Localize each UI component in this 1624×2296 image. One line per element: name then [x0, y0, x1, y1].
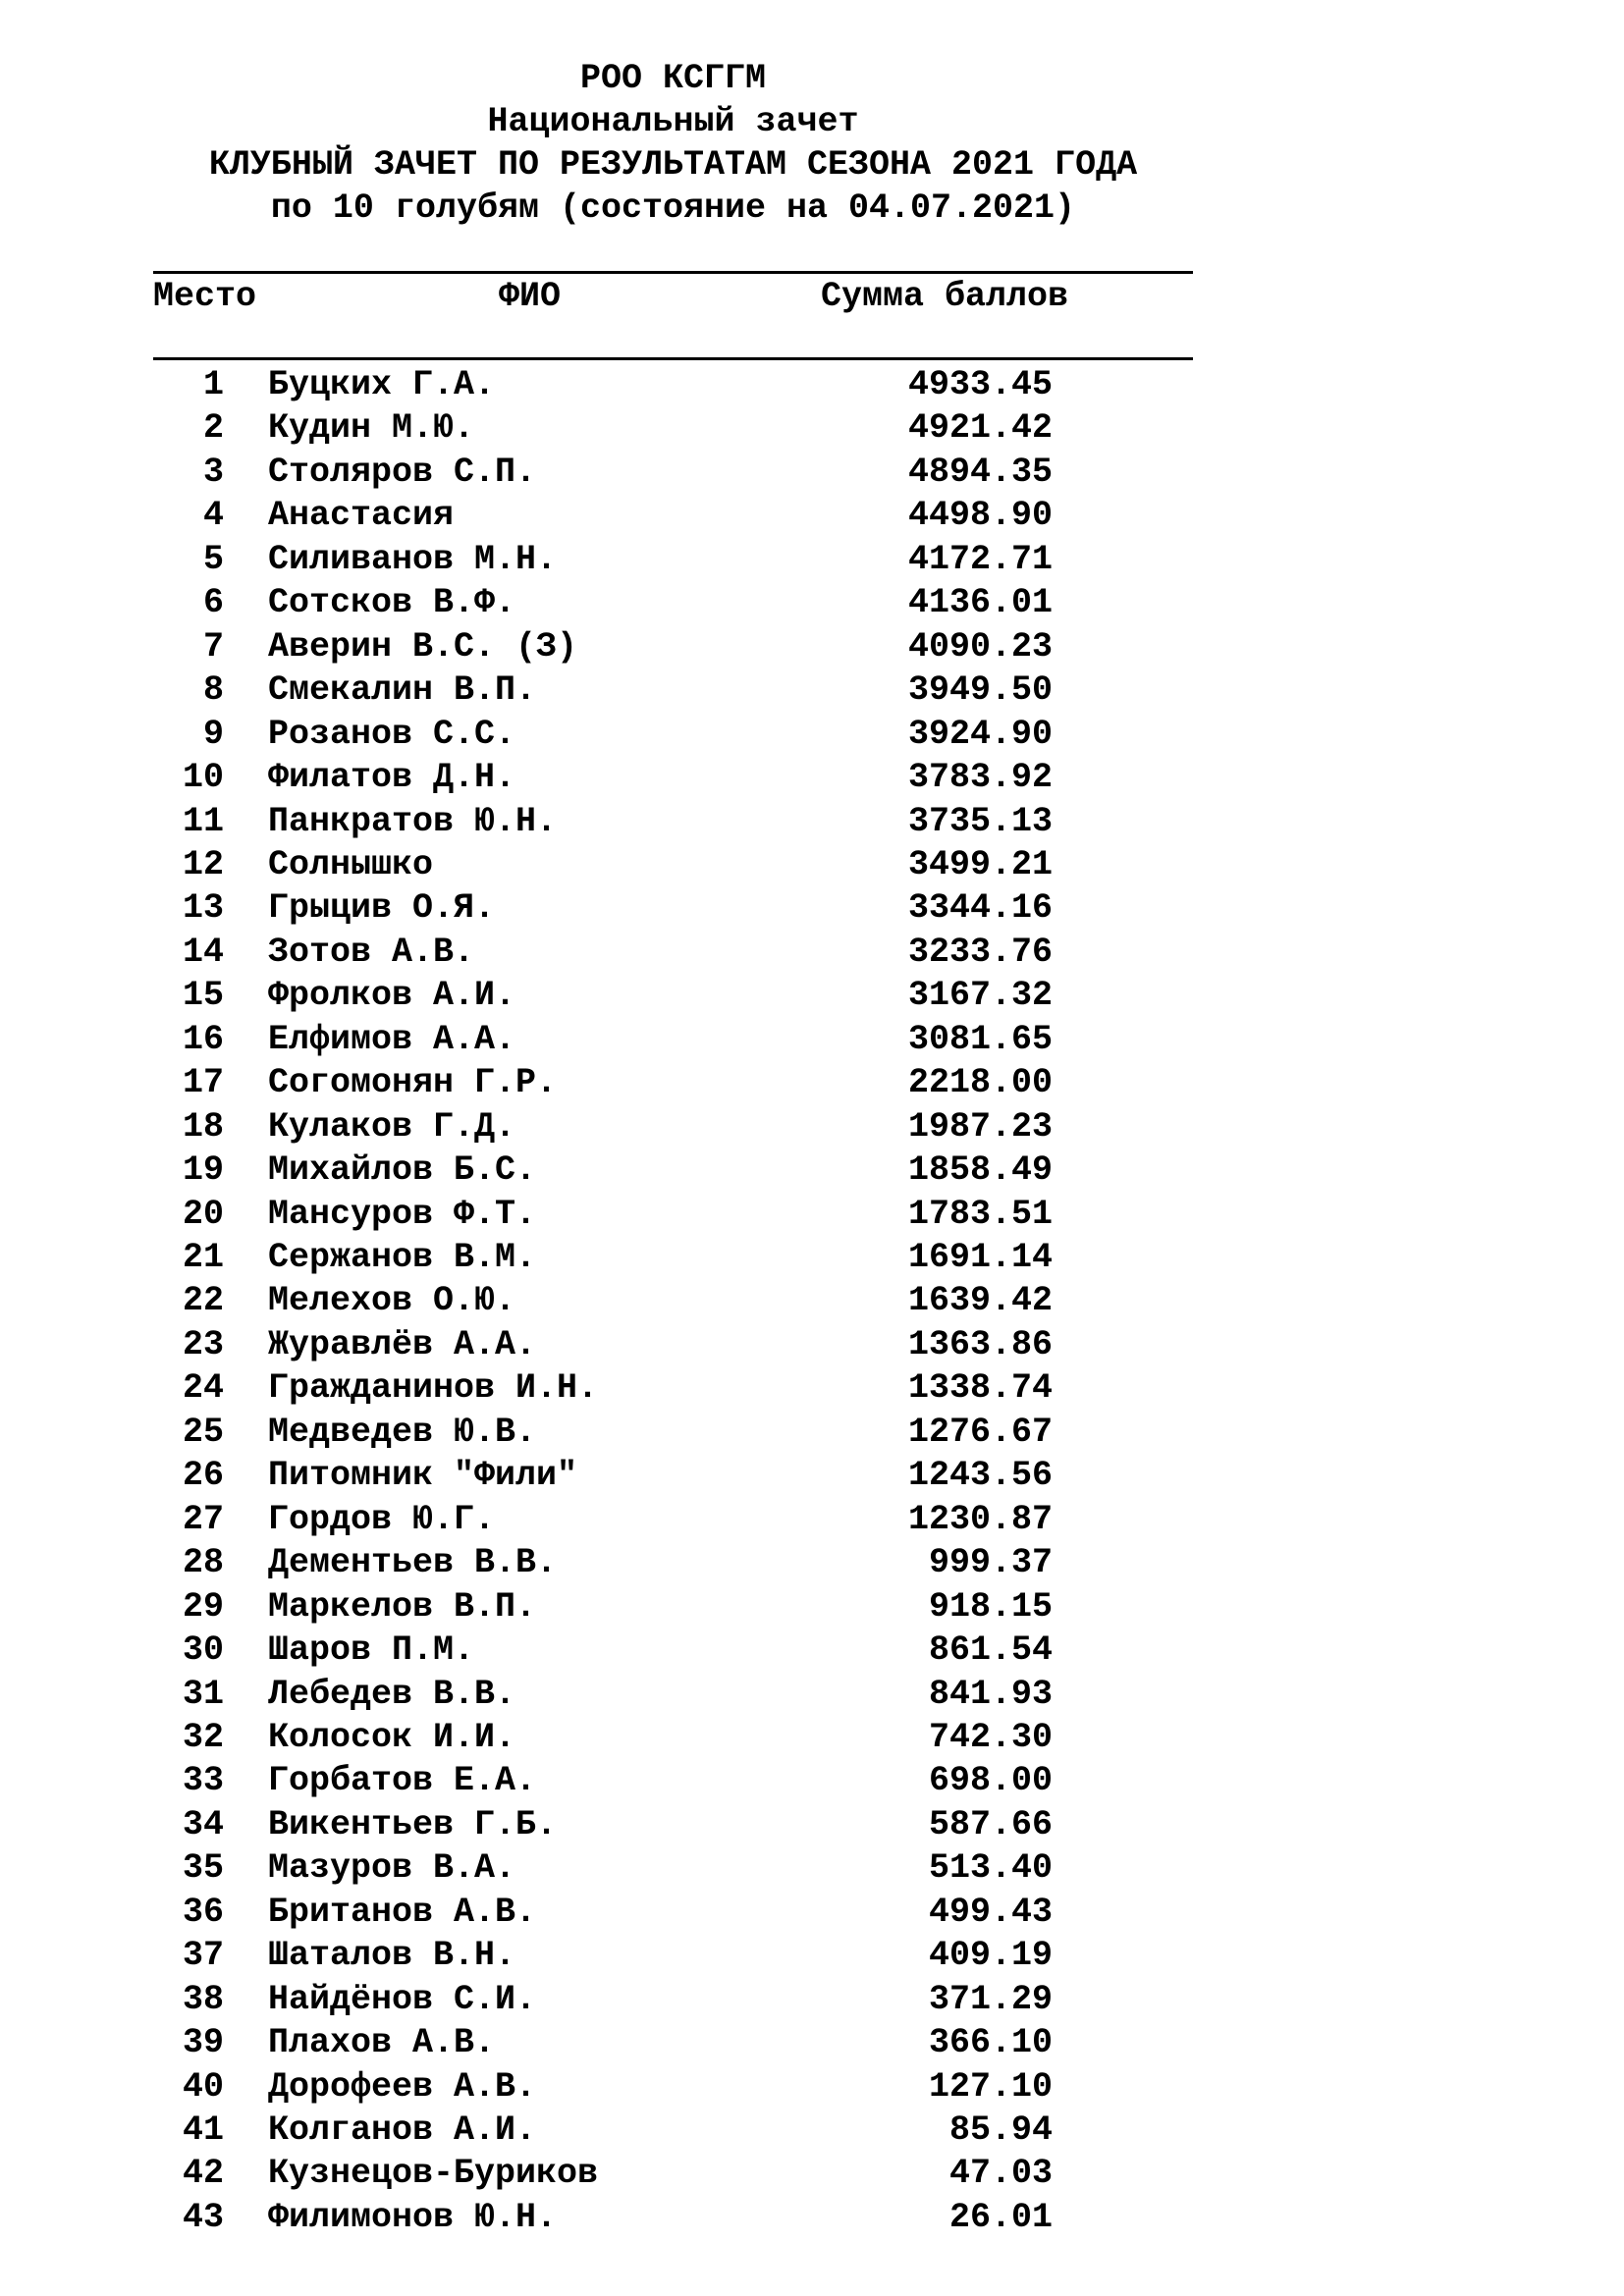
- row-place: 20: [182, 1195, 224, 1234]
- row-score: 1276.67: [907, 1413, 1053, 1452]
- row-place: 22: [182, 1281, 224, 1320]
- document-title: КЛУБНЫЙ ЗАЧЕТ ПО РЕЗУЛЬТАТАМ СЕЗОНА 2021 ГОДА: [208, 145, 1138, 185]
- row-name: Анастасия: [268, 496, 455, 535]
- row-name: Мансуров Ф.Т.: [268, 1195, 537, 1234]
- row-name: Столяров С.П.: [268, 453, 537, 492]
- row-name: Смекалин В.П.: [268, 670, 537, 710]
- row-score: 1230.87: [907, 1500, 1053, 1539]
- row-place: 8: [202, 670, 224, 710]
- row-score: 1783.51: [907, 1195, 1053, 1234]
- row-place: 18: [182, 1107, 224, 1147]
- row-score: 841.93: [928, 1675, 1053, 1714]
- row-place: 5: [202, 540, 224, 579]
- row-place: 33: [182, 1761, 224, 1800]
- row-place: 30: [182, 1630, 224, 1670]
- row-name: Кузнецов-Буриков: [268, 2154, 599, 2193]
- row-name: Маркелов В.П.: [268, 1587, 537, 1627]
- row-score: 1639.42: [907, 1281, 1053, 1320]
- row-name: Силиванов М.Н.: [268, 540, 558, 579]
- header-top-rule: [153, 271, 1193, 274]
- row-name: Плахов А.В.: [268, 2023, 496, 2062]
- row-score: 409.19: [928, 1936, 1053, 1975]
- row-place: 3: [202, 453, 224, 492]
- row-score: 4172.71: [907, 540, 1053, 579]
- org-name: РОО КСГГМ: [579, 59, 767, 98]
- row-name: Сотсков В.Ф.: [268, 583, 516, 622]
- row-name: Викентьев Г.Б.: [268, 1805, 558, 1844]
- row-score: 1363.86: [907, 1325, 1053, 1364]
- row-place: 39: [182, 2023, 224, 2062]
- row-name: Аверин В.С. (З): [268, 627, 578, 667]
- row-name: Михайлов Б.С.: [268, 1150, 537, 1190]
- row-place: 10: [182, 758, 224, 797]
- row-place: 32: [182, 1718, 224, 1757]
- row-score: 3924.90: [907, 715, 1053, 754]
- row-place: 35: [182, 1848, 224, 1888]
- row-name: Колосок И.И.: [268, 1718, 516, 1757]
- row-place: 15: [182, 976, 224, 1015]
- row-name: Панкратов Ю.Н.: [268, 802, 558, 841]
- row-place: 19: [182, 1150, 224, 1190]
- row-name: Кулаков Г.Д.: [268, 1107, 516, 1147]
- row-place: 6: [202, 583, 224, 622]
- row-name: Лебедев В.В.: [268, 1675, 516, 1714]
- row-place: 1: [202, 365, 224, 404]
- row-score: 3783.92: [907, 758, 1053, 797]
- row-score: 4090.23: [907, 627, 1053, 667]
- row-name: Фролков А.И.: [268, 976, 516, 1015]
- row-score: 4498.90: [907, 496, 1053, 535]
- row-score: 1338.74: [907, 1368, 1053, 1408]
- row-name: Шаров П.М.: [268, 1630, 475, 1670]
- row-name: Гордов Ю.Г.: [268, 1500, 496, 1539]
- row-place: 4: [202, 496, 224, 535]
- row-name: Журавлёв А.А.: [268, 1325, 537, 1364]
- row-name: Дементьев В.В.: [268, 1543, 558, 1582]
- row-score: 698.00: [928, 1761, 1053, 1800]
- row-place: 31: [182, 1675, 224, 1714]
- row-score: 587.66: [928, 1805, 1053, 1844]
- row-name: Грыцив О.Я.: [268, 888, 496, 928]
- row-score: 85.94: [948, 2110, 1053, 2150]
- row-place: 9: [202, 715, 224, 754]
- row-name: Питомник "Фили": [268, 1456, 578, 1495]
- row-place: 23: [182, 1325, 224, 1364]
- row-name: Медведев Ю.В.: [268, 1413, 537, 1452]
- row-score: 1987.23: [907, 1107, 1053, 1147]
- row-score: 3949.50: [907, 670, 1053, 710]
- row-score: 3735.13: [907, 802, 1053, 841]
- row-place: 17: [182, 1063, 224, 1102]
- row-place: 7: [202, 627, 224, 667]
- row-name: Розанов С.С.: [268, 715, 516, 754]
- row-score: 4933.45: [907, 365, 1053, 404]
- row-place: 27: [182, 1500, 224, 1539]
- row-score: 2218.00: [907, 1063, 1053, 1102]
- row-score: 4921.42: [907, 408, 1053, 448]
- row-place: 42: [182, 2154, 224, 2193]
- row-place: 38: [182, 1980, 224, 2019]
- row-score: 4136.01: [907, 583, 1053, 622]
- row-place: 41: [182, 2110, 224, 2150]
- row-score: 371.29: [928, 1980, 1053, 2019]
- row-name: Сержанов В.М.: [268, 1238, 537, 1277]
- row-place: 13: [182, 888, 224, 928]
- row-score: 3344.16: [907, 888, 1053, 928]
- row-place: 29: [182, 1587, 224, 1627]
- row-place: 34: [182, 1805, 224, 1844]
- row-name: Мазуров В.А.: [268, 1848, 516, 1888]
- row-score: 4894.35: [907, 453, 1053, 492]
- row-score: 999.37: [928, 1543, 1053, 1582]
- row-place: 16: [182, 1020, 224, 1059]
- row-place: 25: [182, 1413, 224, 1452]
- row-place: 43: [182, 2198, 224, 2237]
- row-score: 1691.14: [907, 1238, 1053, 1277]
- row-score: 3233.76: [907, 933, 1053, 972]
- row-score: 47.03: [948, 2154, 1053, 2193]
- column-header-score: Сумма баллов: [821, 277, 1069, 316]
- column-header-place: Место: [153, 277, 257, 316]
- row-place: 21: [182, 1238, 224, 1277]
- row-name: Найдёнов С.И.: [268, 1980, 537, 2019]
- row-score: 499.43: [928, 1893, 1053, 1932]
- row-score: 366.10: [928, 2023, 1053, 2062]
- row-place: 26: [182, 1456, 224, 1495]
- row-name: Мелехов О.Ю.: [268, 1281, 516, 1320]
- row-name: Филимонов Ю.Н.: [268, 2198, 558, 2237]
- row-name: Зотов А.В.: [268, 933, 475, 972]
- row-name: Филатов Д.Н.: [268, 758, 516, 797]
- row-score: 1858.49: [907, 1150, 1053, 1190]
- row-place: 11: [182, 802, 224, 841]
- row-place: 36: [182, 1893, 224, 1932]
- row-name: Елфимов А.А.: [268, 1020, 516, 1059]
- row-name: Горбатов Е.А.: [268, 1761, 537, 1800]
- row-name: Буцких Г.А.: [268, 365, 496, 404]
- row-score: 127.10: [928, 2067, 1053, 2107]
- row-score: 3499.21: [907, 845, 1053, 884]
- document-subtitle: по 10 голубям (состояние на 04.07.2021): [270, 188, 1076, 228]
- row-score: 918.15: [928, 1587, 1053, 1627]
- row-score: 26.01: [948, 2198, 1053, 2237]
- row-name: Шаталов В.Н.: [268, 1936, 516, 1975]
- row-name: Британов А.В.: [268, 1893, 537, 1932]
- row-name: Колганов А.И.: [268, 2110, 537, 2150]
- row-name: Дорофеев А.В.: [268, 2067, 537, 2107]
- row-score: 861.54: [928, 1630, 1053, 1670]
- row-score: 1243.56: [907, 1456, 1053, 1495]
- row-place: 14: [182, 933, 224, 972]
- row-name: Кудин М.Ю.: [268, 408, 475, 448]
- header-bottom-rule: [153, 357, 1193, 360]
- row-place: 2: [202, 408, 224, 448]
- row-score: 3167.32: [907, 976, 1053, 1015]
- row-place: 37: [182, 1936, 224, 1975]
- competition-name: Национальный зачет: [487, 102, 859, 141]
- row-name: Гражданинов И.Н.: [268, 1368, 599, 1408]
- column-header-name: ФИО: [499, 277, 562, 316]
- row-name: Солнышко: [268, 845, 434, 884]
- row-score: 3081.65: [907, 1020, 1053, 1059]
- row-score: 513.40: [928, 1848, 1053, 1888]
- row-score: 742.30: [928, 1718, 1053, 1757]
- row-place: 40: [182, 2067, 224, 2107]
- row-place: 28: [182, 1543, 224, 1582]
- row-place: 24: [182, 1368, 224, 1408]
- row-name: Согомонян Г.Р.: [268, 1063, 558, 1102]
- row-place: 12: [182, 845, 224, 884]
